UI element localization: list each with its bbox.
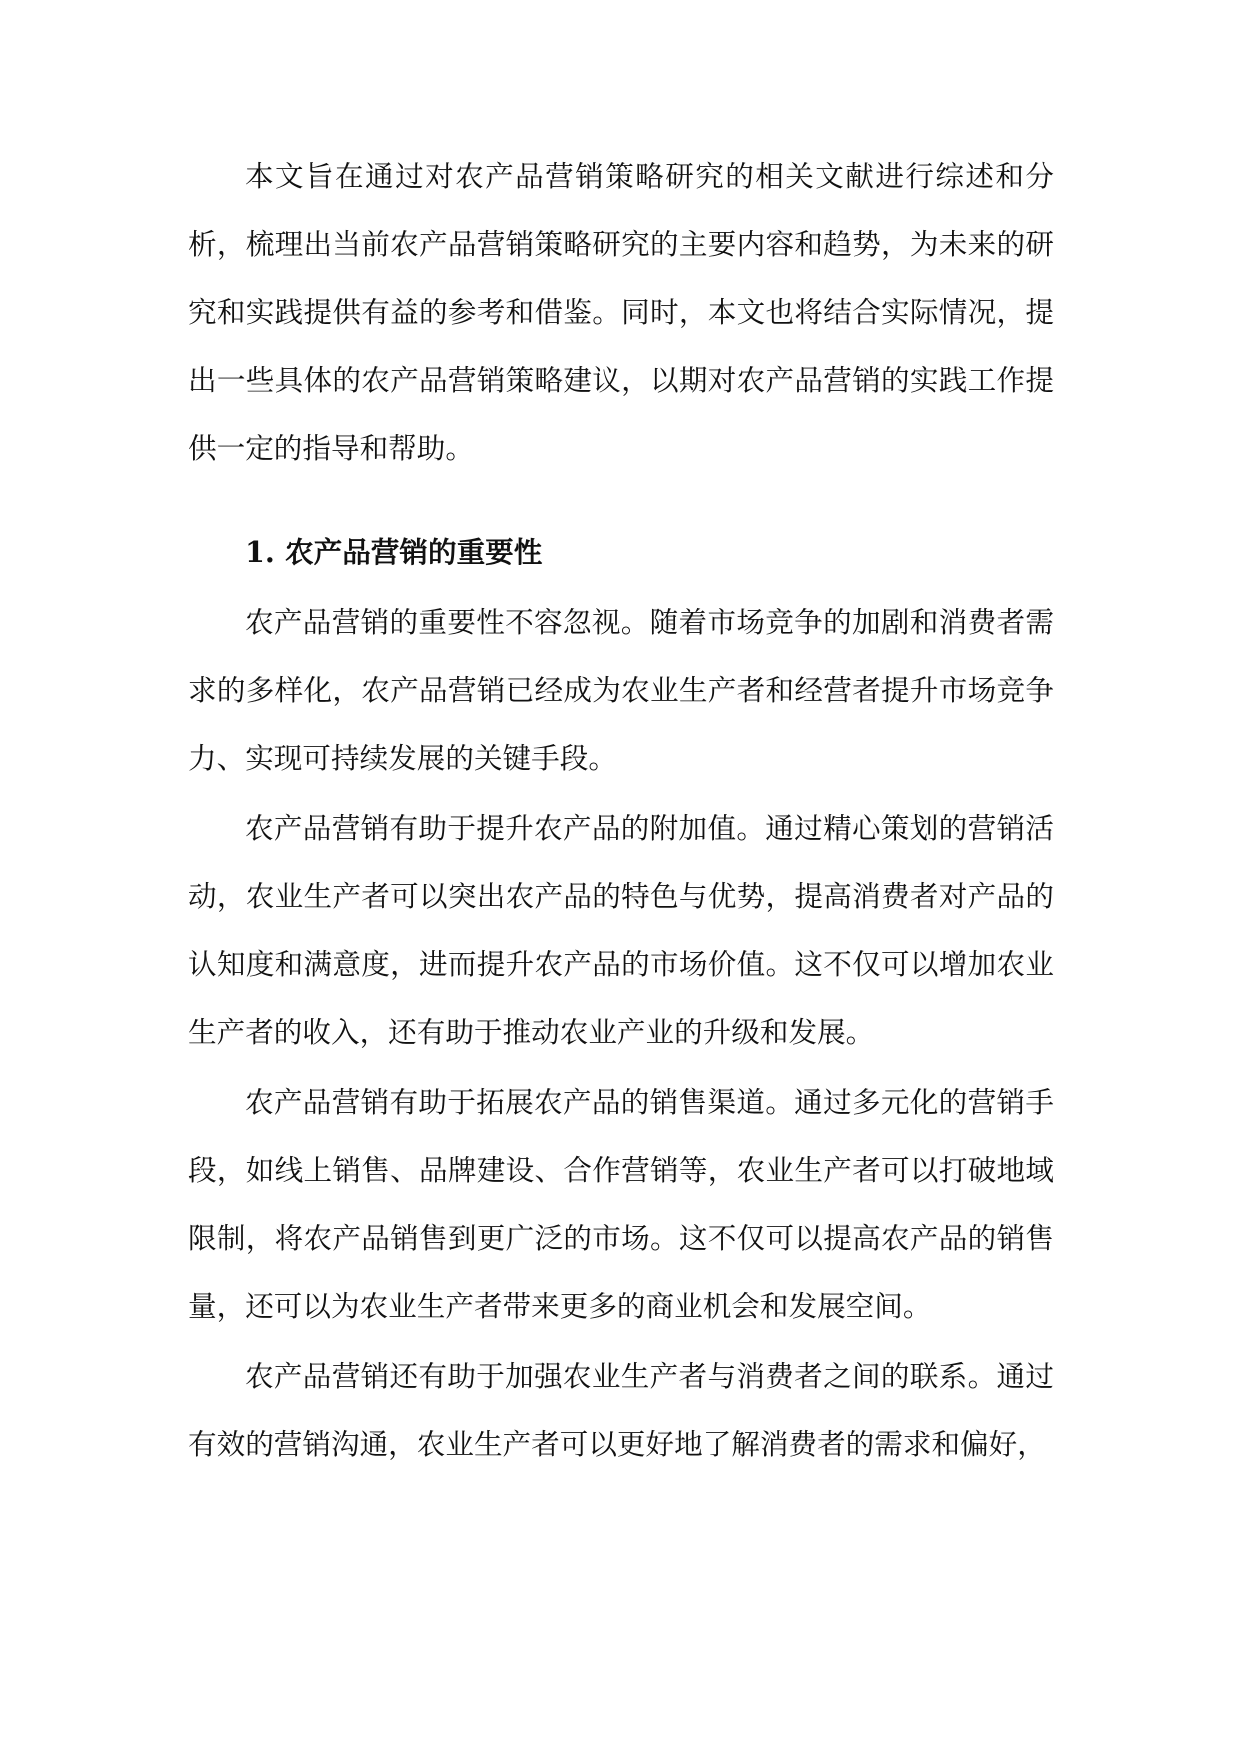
section-spacer: [188, 482, 1054, 518]
section-number: 1.: [245, 535, 275, 569]
section-heading: [188, 518, 1054, 586]
section-title: 农产品营销的重要性: [285, 535, 543, 569]
body-paragraph-2: 农产品营销有助于提升农产品的附加值。通过精心策划的营销活动，农业生产者可以突出农产品的特色与优势，提高消费者对产品的认知度和满意度，进而提升农产品的市场价值。这不仅可以增加农业生产者的收入，还有助于推动农业产业的升级和发展。: [188, 811, 1054, 1049]
body-paragraph-1: 农产品营销的重要性不容忽视。随着市场竞争的加剧和消费者需求的多样化，农产品营销已经成为农业生产者和经营者提升市场竞争力、实现可持续发展的关键手段。: [188, 605, 1054, 775]
document-page: [188, 142, 1054, 1478]
intro-paragraph: 本文旨在通过对农产品营销策略研究的相关文献进行综述和分析，梳理出当前农产品营销策略研究的主要内容和趋势，为未来的研究和实践提供有益的参考和借鉴。同时，本文也将结合实际情况，提出一些具体的农产品营销策略建议，以期对农产品营销的实践工作提供一定的指导和帮助。: [188, 159, 1054, 465]
body-paragraph-3: 农产品营销有助于拓展农产品的销售渠道。通过多元化的营销手段，如线上销售、品牌建设、合作营销等，农业生产者可以打破地域限制，将农产品销售到更广泛的市场。这不仅可以提高农产品的销售量，还可以为农业生产者带来更多的商业机会和发展空间。: [188, 1085, 1054, 1323]
body-paragraph-4: 农产品营销还有助于加强农业生产者与消费者之间的联系。通过有效的营销沟通，农业生产者可以更好地了解消费者的需求和偏好，: [188, 1359, 1054, 1461]
